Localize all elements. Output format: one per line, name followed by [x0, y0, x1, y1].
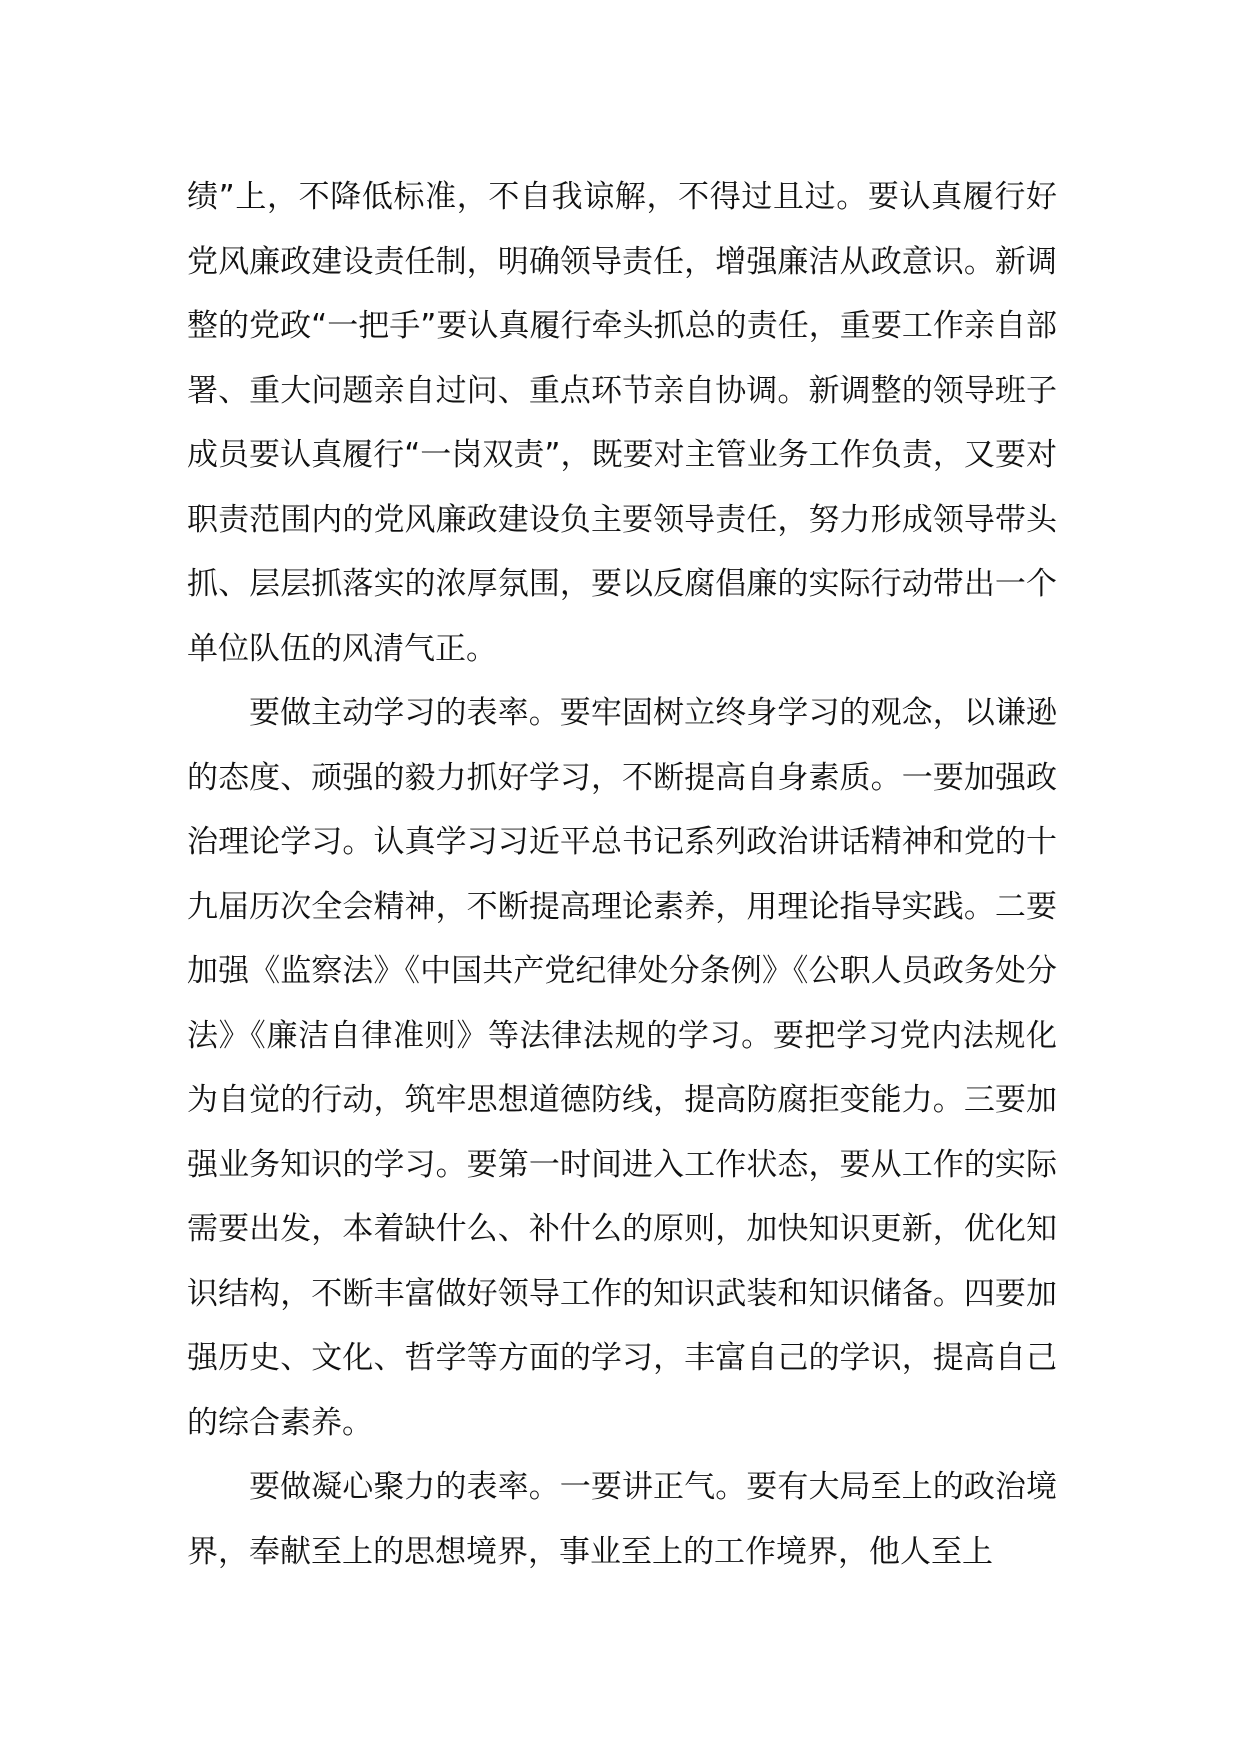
paragraph-3: 要做凝心聚力的表率。一要讲正气。要有大局至上的政治境界，奉献至上的思想境界，事业至上的工作境界，他人至上 [187, 1469, 1057, 1570]
paragraph-2: 要做主动学习的表率。要牢固树立终身学习的观念，以谦逊的态度、顽强的毅力抓好学习，不断提高自身素质。一要加强政治理论学习。认真学习习近平总书记系列政治讲话精神和党的十九届历次全会精神，不断提高理论素养，用理论指导实践。二要加强《监察法》《中国共产党纪律处分条例》《公职人员政务处分法》《廉洁自律准则》等法律法规的学习。要把学习党内法规化为自觉的行动，筑牢思想道德防线，提高防腐拒变能力。三要加强业务知识的学习。要第一时间进入工作状态，要从工作的实际需要出发，本着缺什么、补什么的原则，加快知识更新，优化知识结构，不断丰富做好领导工作的知识武装和知识储备。四要加强历史、文化、哲学等方面的学习，丰富自己的学识，提高自己的综合素养。 [187, 695, 1057, 1441]
body-text [187, 165, 1057, 1584]
paragraph-1: 绩”上，不降低标准，不自我谅解，不得过且过。要认真履行好党风廉政建设责任制，明确领导责任，增强廉洁从政意识。新调整的党政“一把手”要认真履行牵头抓总的责任，重要工作亲自部署、重大问题亲自过问、重点环节亲自协调。新调整的领导班子成员要认真履行“一岗双责”，既要对主管业务工作负责，又要对职责范围内的党风廉政建设负主要领导责任，努力形成领导带头抓、层层抓落实的浓厚氛围，要以反腐倡廉的实际行动带出一个单位队伍的风清气正。 [187, 179, 1057, 667]
